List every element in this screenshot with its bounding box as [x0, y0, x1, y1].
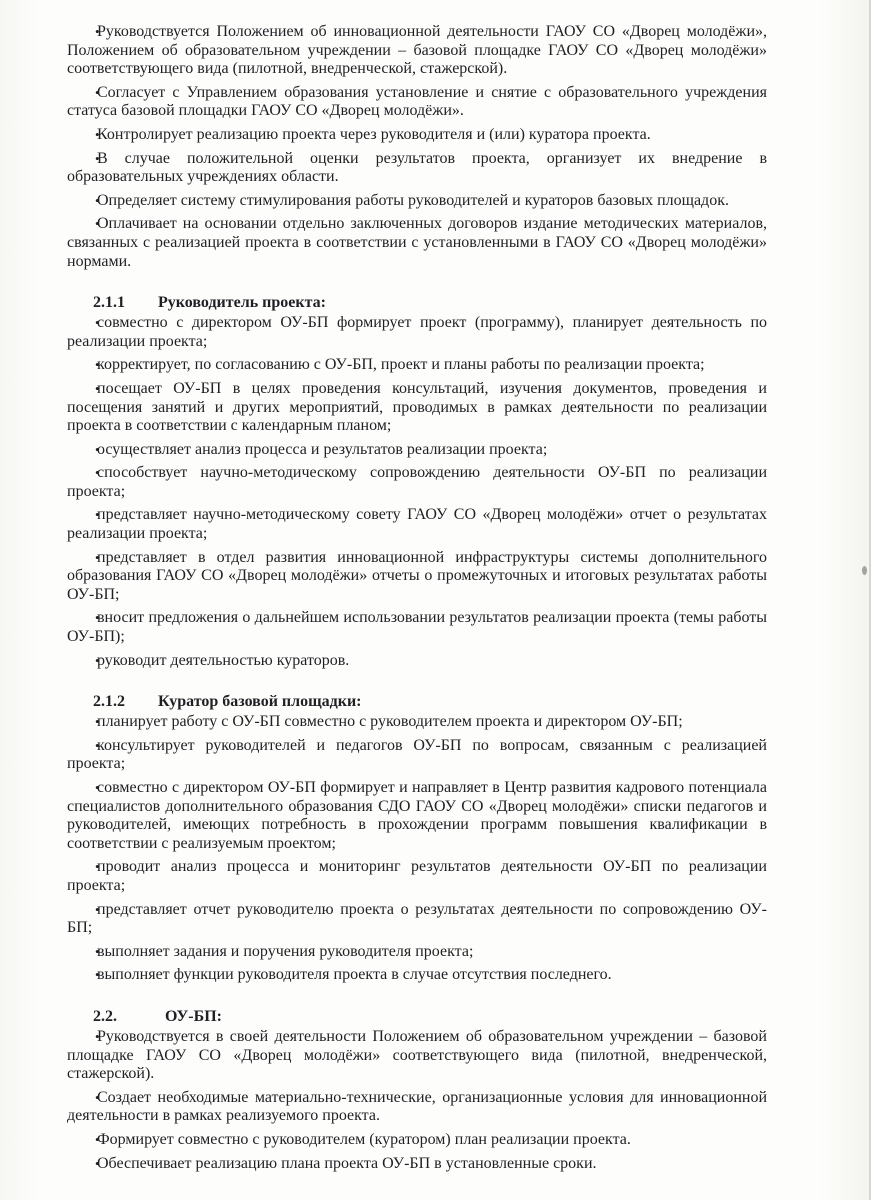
list-item: • представляет научно-методическому совету ГАОУ СО «Дворец молодёжи» отчет о результатах реализации проекта;: [67, 506, 767, 543]
list-item: • Создает необходимые материально-технические, организационные условия для инновационной деятельности в рамках реализуемого проекта.: [67, 1089, 767, 1126]
list-item: • планирует работу с ОУ-БП совместно с руководителем проекта и директором ОУ-БП;: [67, 713, 767, 732]
section-number: 2.2.: [93, 1007, 117, 1025]
list-item: • консультирует руководителей и педагогов ОУ-БП по вопросам, связанным с реализацией проекта;: [67, 737, 767, 774]
list-item: • В случае положительной оценки результатов проекта, организует их внедрение в образовательных учреждениях области.: [67, 150, 767, 187]
list-item: • выполняет функции руководителя проекта в случае отсутствия последнего.: [67, 966, 767, 985]
intro-list: [67, 23, 767, 271]
list-item: • Формирует совместно с руководителем (куратором) план реализации проекта.: [67, 1131, 767, 1150]
list-item: • Руководствуется Положением об инновационной деятельности ГАОУ СО «Дворец молодёжи», Положением об образовательном учреждении – базовой площадке ГАОУ СО «Дворец молодёжи» соответствующего вида (пилотной, внедренческой, стажерской).: [67, 23, 767, 79]
section-heading-2-1-1: [67, 293, 767, 312]
scan-speck: [862, 566, 867, 575]
list-item: • руководит деятельностью кураторов.: [67, 652, 767, 671]
section-number: 2.1.1: [93, 294, 125, 312]
list-item: • совместно с директором ОУ-БП формирует и направляет в Центр развития кадрового потенциала специалистов дополнительного образования СДО ГАОУ СО «Дворец молодёжи» списки педагогов и руководителей, имеющих потребность в прохождении программ повышения квалификации в соответствии с реализуемым проектом;: [67, 779, 767, 853]
list-item: • проводит анализ процесса и мониторинг результатов деятельности ОУ-БП по реализации проекта;: [67, 858, 767, 895]
list-item: • способствует научно-методическому сопровождению деятельности ОУ-БП по реализации проекта;: [67, 464, 767, 501]
list-item: • Руководствуется в своей деятельности Положением об образовательном учреждении – базовой площадке ГАОУ СО «Дворец молодёжи» соответствующего вида (пилотной, внедренческой, стажерской).: [67, 1028, 767, 1084]
list-item: • осуществляет анализ процесса и результатов реализации проекта;: [67, 441, 767, 460]
list-item: • представляет в отдел развития инновационной инфраструктуры системы дополнительного образования ГАОУ СО «Дворец молодёжи» отчеты о промежуточных и итоговых результатах работы ОУ-БП;: [67, 549, 767, 605]
list-item: • представляет отчет руководителю проекта о результатах деятельности по сопровождению ОУ-БП;: [67, 901, 767, 938]
list-item: • Контролирует реализацию проекта через руководителя и (или) куратора проекта.: [67, 126, 767, 145]
list-item: • Согласует с Управлением образования установление и снятие с образовательного учреждения статуса базовой площадки ГАОУ СО «Дворец молодёжи».: [67, 84, 767, 121]
section-heading-2-2: [67, 1007, 767, 1026]
section-heading-2-1-2: [67, 692, 767, 711]
section-title: Куратор базовой площадки:: [158, 693, 362, 711]
section-number: 2.1.2: [93, 693, 125, 711]
list-item: • совместно с директором ОУ-БП формирует проект (программу), планирует деятельность по реализации проекта;: [67, 314, 767, 351]
section-2-1-1-list: [67, 314, 767, 670]
list-item: • посещает ОУ-БП в целях проведения консультаций, изучения документов, проведения и посещения занятий и других мероприятий, проводимых в рамках деятельности по реализации проекта в соответствии с календарным планом;: [67, 380, 767, 436]
list-item: • выполняет задания и поручения руководителя проекта;: [67, 943, 767, 962]
list-item: • Обеспечивает реализацию плана проекта ОУ-БП в установленные сроки.: [67, 1155, 767, 1174]
list-item: • корректирует, по согласованию с ОУ-БП, проект и планы работы по реализации проекта;: [67, 356, 767, 375]
section-2-1-2-list: [67, 713, 767, 985]
list-item: • Определяет систему стимулирования работы руководителей и кураторов базовых площадок.: [67, 192, 767, 211]
list-item: • вносит предложения о дальнейшем использовании результатов реализации проекта (темы работы ОУ-БП);: [67, 609, 767, 646]
section-title: Руководитель проекта:: [158, 294, 326, 312]
section-title: ОУ-БП:: [165, 1007, 222, 1025]
list-item: • Оплачивает на основании отдельно заключенных договоров издание методических материалов, связанных с реализацией проекта в соответствии с установленными в ГАОУ СО «Дворец молодёжи» нормами.: [67, 215, 767, 271]
section-2-2-list: [67, 1028, 767, 1173]
